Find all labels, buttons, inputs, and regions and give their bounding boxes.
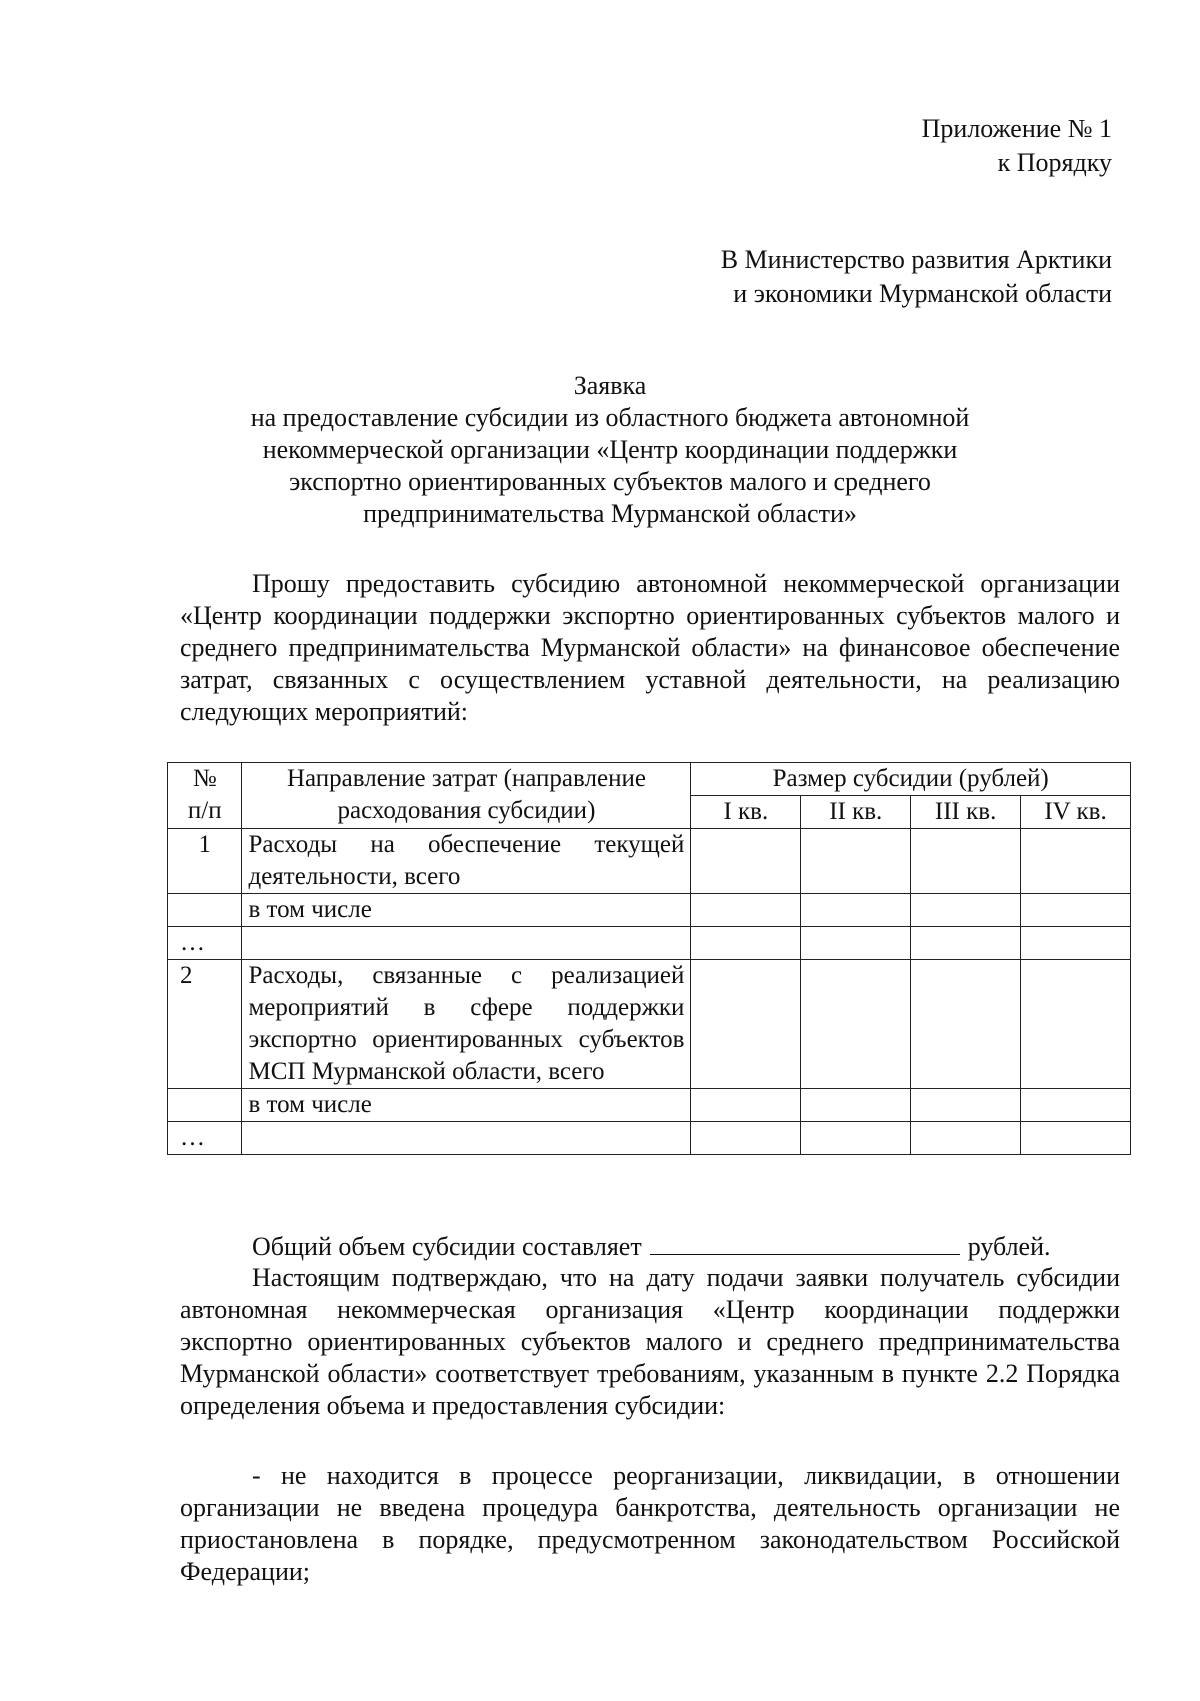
condition-paragraph: - не находится в процессе реорганизации, ликвидации, в отношении организации не введена процедура банкротства, деятельность организации не приостановлена в порядке, предусмотренном законодательством Российской Федерации; xyxy=(180,1461,1120,1586)
confirm-paragraph: Настоящим подтверждаю, что на дату подачи заявки получатель субсидии автономная некоммерческая организация «Центр координации поддержки экспортно ориентированных субъектов малого и среднего предпринимательства Мурманской области» соответствует требованиям, указанным в пункте 2.2 Порядка определения объема и предоставления субсидии: xyxy=(180,1263,1120,1420)
row1-ellipsis-q2-cell xyxy=(801,927,911,960)
header-q1: I кв. xyxy=(691,796,801,829)
annex-header xyxy=(922,112,1112,180)
header-amount-cell: Размер субсидии (рублей) xyxy=(691,763,1131,796)
addressee-line-2: и экономики Мурманской области xyxy=(733,279,1112,308)
row2-q4-cell xyxy=(1021,960,1131,1089)
header-num-line-1: № xyxy=(192,765,217,792)
table-row xyxy=(168,1089,1131,1122)
row1-sub-text: в том числе xyxy=(242,894,691,927)
table-header-row xyxy=(168,763,1131,796)
subsidy-table xyxy=(167,762,1131,1155)
addressee-line-1: В Министерство развития Арктики xyxy=(720,245,1112,274)
row2-q2-cell xyxy=(801,960,911,1089)
header-q3: III кв. xyxy=(911,796,1021,829)
annex-line-2: к Порядку xyxy=(997,148,1112,177)
title-line-5: предпринимательства Мурманской области» xyxy=(363,499,857,528)
row1-q4-cell xyxy=(1021,829,1131,894)
row2-q1-cell xyxy=(691,960,801,1089)
row1-ellipsis-text xyxy=(242,927,691,960)
row2-sub-text: в том числе xyxy=(242,1089,691,1122)
title-line-2: на предоставление субсидии из областного бюджета автономной xyxy=(250,403,970,432)
table-row xyxy=(168,894,1131,927)
document-title xyxy=(240,370,980,530)
row2-ellipsis-q3-cell xyxy=(911,1122,1021,1155)
total-prefix: Общий объем субсидии составляет xyxy=(252,1232,642,1261)
title-line-4: экспортно ориентированных субъектов малого и среднего xyxy=(289,467,931,496)
row2-sub-q2-cell xyxy=(801,1089,911,1122)
table-row xyxy=(168,927,1131,960)
header-q4: IV кв. xyxy=(1021,796,1131,829)
row1-q2-cell xyxy=(801,829,911,894)
title-line-1: Заявка xyxy=(573,371,647,400)
row2-sub-q1-cell xyxy=(691,1089,801,1122)
table-row xyxy=(168,960,1131,1089)
total-subsidy-line xyxy=(252,1228,1051,1263)
row1-sub-q1-cell xyxy=(691,894,801,927)
header-num-cell xyxy=(168,763,242,829)
total-suffix: рублей. xyxy=(967,1232,1051,1261)
row1-text: Расходы на обеспечение текущей деятельности, всего xyxy=(242,829,691,894)
row1-ellipsis-q1-cell xyxy=(691,927,801,960)
row2-text: Расходы, связанные с реализацией мероприятий в сфере поддержки экспортно ориентированных субъектов МСП Мурманской области, всего xyxy=(242,960,691,1089)
row2-ellipsis-q2-cell xyxy=(801,1122,911,1155)
row2-sub-q4-cell xyxy=(1021,1089,1131,1122)
row2-sub-num xyxy=(168,1089,242,1122)
table-row xyxy=(168,829,1131,894)
row1-ellipsis: … xyxy=(168,927,242,960)
row2-ellipsis-q4-cell xyxy=(1021,1122,1131,1155)
header-num-line-2: п/п xyxy=(187,797,222,824)
row1-sub-q3-cell xyxy=(911,894,1021,927)
row1-sub-num xyxy=(168,894,242,927)
row1-ellipsis-q4-cell xyxy=(1021,927,1131,960)
row1-q3-cell xyxy=(911,829,1021,894)
header-direction-cell xyxy=(242,763,691,829)
row2-ellipsis-text xyxy=(242,1122,691,1155)
total-amount-blank xyxy=(650,1228,960,1255)
row1-sub-q2-cell xyxy=(801,894,911,927)
row2-sub-q3-cell xyxy=(911,1089,1021,1122)
table-row xyxy=(168,1122,1131,1155)
row1-ellipsis-q3-cell xyxy=(911,927,1021,960)
row1-sub-q4-cell xyxy=(1021,894,1131,927)
row2-ellipsis: … xyxy=(168,1122,242,1155)
header-direction-line-1: Направление затрат (направление xyxy=(286,765,646,792)
header-q2: II кв. xyxy=(801,796,911,829)
row2-q3-cell xyxy=(911,960,1021,1089)
row1-q1-cell xyxy=(691,829,801,894)
title-line-3: некоммерческой организации «Центр координации поддержки xyxy=(262,435,958,464)
row2-num: 2 xyxy=(168,960,242,1089)
row1-num: 1 xyxy=(168,829,242,894)
request-paragraph: Прошу предоставить субсидию автономной некоммерческой организации «Центр координации поддержки экспортно ориентированных субъектов малого и среднего предпринимательства Мурманской области» на финансовое обеспечение затрат, связанных с осуществлением уставной деятельности, на реализацию следующих мероприятий: xyxy=(180,569,1120,726)
annex-line-1: Приложение № 1 xyxy=(921,114,1112,143)
header-direction-line-2: расходования субсидии) xyxy=(337,797,596,824)
addressee-block xyxy=(721,243,1112,311)
row2-ellipsis-q1-cell xyxy=(691,1122,801,1155)
